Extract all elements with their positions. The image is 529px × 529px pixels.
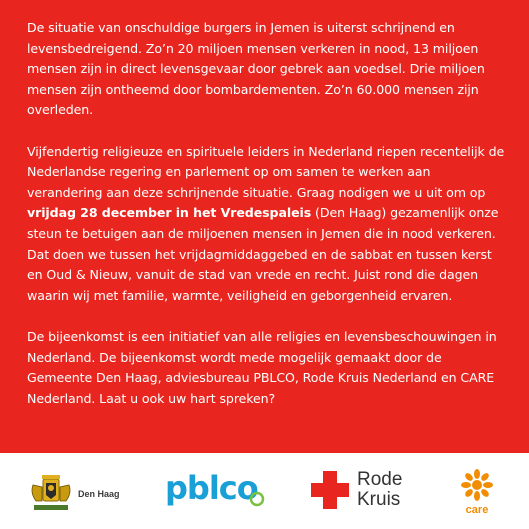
sponsor-logo-bar [0, 453, 529, 529]
rode-kruis-logo [309, 469, 402, 511]
care-hands-icon [454, 469, 500, 501]
rode-kruis-line1: Rode [357, 469, 403, 490]
red-cross-icon [309, 469, 351, 511]
den-haag-logo [28, 475, 120, 513]
paragraph-invitation [27, 142, 509, 307]
invitation-date-location: vrijdag 28 december in het Vredespaleis [27, 205, 312, 221]
invitation-text-end: (Den Haag) gezamenlijk onze steun te betuigen aan de miljoenen mensen in Jemen die in nood verkeren. Dat doen we tussen het vrijdagmiddaggebed en de sabbat en tussen kerst en Oud & Nieuw, vanuit de stad van vrede en recht. Juist rond die dagen waarin wij met familie, warmte, veiligheid en geborgenheid ervaren. [27, 205, 499, 303]
care-label: care [465, 504, 489, 516]
paragraph-situation: De situatie van onschuldige burgers in Jemen is uiterst schrijnend en levensbedreigend. Zo’n 20 miljoen mensen verkeren in nood, 13 miljoen mensen zijn in direct levensgevaar door gebrek aan voedsel. Drie miljoen mensen zijn ontheemd door bombardementen. Zo’n 60.000 mensen zijn overleden. [27, 20, 485, 118]
rode-kruis-line2: Kruis [357, 489, 401, 510]
pblco-logo [165, 469, 258, 507]
rode-kruis-label [357, 470, 402, 510]
pblco-label: pblco [165, 469, 258, 507]
den-haag-crest-icon [28, 475, 74, 513]
den-haag-label: Den Haag [78, 489, 120, 499]
pblco-green-ring-icon [249, 491, 265, 507]
paragraph-initiative: De bijeenkomst is een initiatief van alle religies en levensbeschouwingen in Nederland. De bijeenkomst wordt mede mogelijk gemaakt door de Gemeente Den Haag, adviesbureau PBLCO, Rode Kruis Nederland en CARE Nederland. Laat u ook uw hart spreken? [27, 328, 497, 406]
care-logo [454, 469, 500, 516]
invitation-text-start: Vijfendertig religieuze en spirituele leiders in Nederland riepen recentelijk de Nederlandse regering en parlement op om samen te werken aan verandering aan deze schrijnende situatie. Graag nodigen we u uit om op [27, 143, 505, 200]
